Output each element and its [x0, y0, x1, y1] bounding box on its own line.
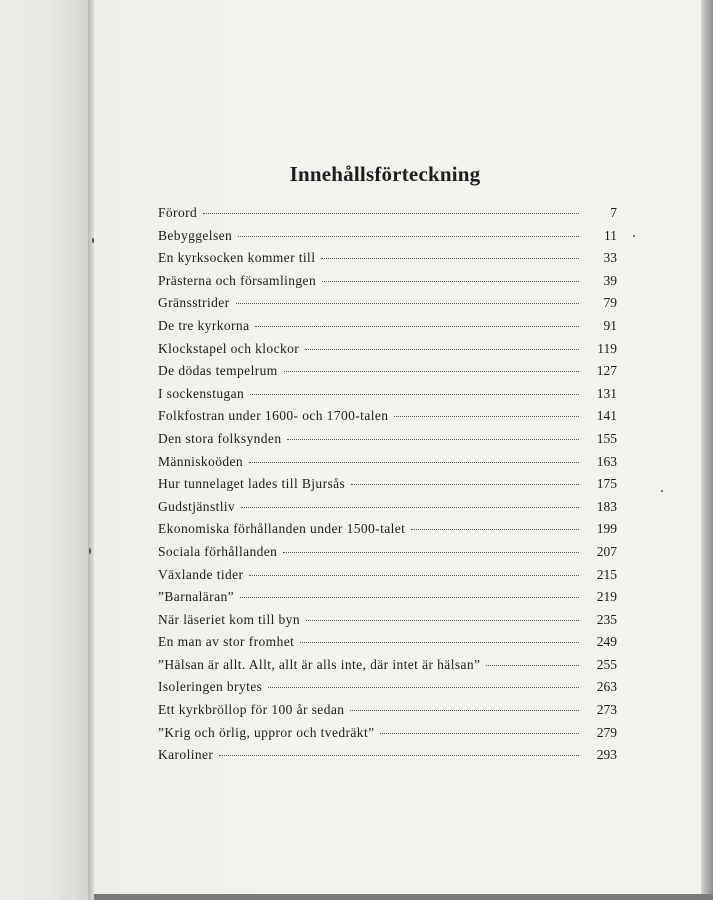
facing-page [0, 0, 92, 900]
toc-entry-title: ”Krig och örlig, uppror och tvedräkt” [158, 724, 375, 740]
toc-entry [158, 679, 617, 702]
toc-entry-title: När läseriet kom till byn [158, 611, 300, 627]
speck [661, 490, 663, 492]
dot-leader [411, 529, 579, 530]
toc-entry-page: 215 [596, 566, 617, 582]
toc-entry [158, 318, 617, 341]
dot-leader [255, 326, 579, 327]
toc-entry-page: 155 [596, 430, 617, 446]
toc-entry-title: Hur tunnelaget lades till Bjursås [158, 476, 346, 492]
toc-entry [158, 521, 617, 544]
toc-entry [158, 454, 617, 477]
toc-entry-title: Gudstjänstliv [158, 498, 236, 514]
toc-entry [158, 657, 617, 680]
toc-entry [158, 250, 617, 273]
toc-entry [158, 725, 617, 748]
toc-entry-page: 7 [610, 205, 617, 220]
toc-entry-title: Bebyggelsen [158, 227, 233, 243]
toc-entry-title: Klockstapel och klockor [158, 340, 300, 356]
dot-leader [305, 349, 579, 350]
toc-entry-title: Karoliner [158, 747, 214, 763]
toc-entry-title: ”Barnaläran” [158, 589, 234, 605]
toc-entry-page: 293 [596, 747, 617, 763]
toc-entry [158, 205, 617, 228]
toc-entry-page: 127 [596, 363, 617, 379]
toc-entry [158, 273, 617, 296]
toc-entry-title: Förord [158, 205, 198, 220]
toc-entry [158, 228, 617, 251]
dot-leader [249, 575, 579, 576]
toc-entry [158, 431, 617, 454]
dot-leader [287, 439, 579, 440]
toc-entry [158, 341, 617, 364]
toc-entry-page: 39 [603, 272, 617, 288]
dot-leader [250, 394, 579, 395]
toc-entry-page: 119 [597, 340, 617, 356]
dot-leader [238, 236, 579, 237]
dot-leader [321, 258, 579, 259]
toc-entry-page: 33 [603, 250, 617, 266]
toc-entry-title: Människoöden [158, 453, 244, 469]
toc-entry-page: 255 [596, 656, 617, 672]
dot-leader [284, 371, 579, 372]
toc-entry-title: Den stora folksynden [158, 430, 282, 446]
dot-leader [486, 665, 579, 666]
toc-entry-page: 199 [596, 521, 617, 537]
speck [92, 238, 94, 243]
toc-entry [158, 544, 617, 567]
dot-leader [219, 755, 579, 756]
toc-entry-title: Gränsstrider [158, 295, 230, 311]
toc-entry-title: De tre kyrkorna [158, 317, 250, 333]
dot-leader [268, 687, 579, 688]
toc-entry-page: 79 [603, 295, 617, 311]
dot-leader [203, 213, 579, 214]
dot-leader [322, 281, 579, 282]
toc-entry-title: De dödas tempelrum [158, 363, 278, 379]
toc-entry [158, 567, 617, 590]
toc-entry-page: 163 [596, 453, 617, 469]
toc-entry [158, 363, 617, 386]
speck [633, 235, 635, 237]
toc-entry-title: En kyrksocken kommer till [158, 250, 316, 266]
speck [89, 548, 91, 554]
toc-entry-title: Sociala förhållanden [158, 543, 278, 559]
dot-leader [283, 552, 579, 553]
toc-entry-title: Folkfostran under 1600- och 1700-talen [158, 408, 389, 424]
toc-entry-page: 279 [596, 724, 617, 740]
toc-entry [158, 408, 617, 431]
table-of-contents [158, 205, 617, 770]
dot-leader [240, 597, 579, 598]
dot-leader [249, 462, 579, 463]
toc-entry-title: Prästerna och församlingen [158, 272, 317, 288]
dot-leader [300, 642, 579, 643]
toc-entry-page: 141 [596, 408, 617, 424]
toc-entry [158, 702, 617, 725]
dot-leader [241, 507, 579, 508]
toc-entry-page: 175 [596, 476, 617, 492]
toc-entry-page: 273 [596, 702, 617, 718]
toc-entry-page: 11 [604, 227, 617, 243]
page-title: Innehållsförteckning [289, 162, 481, 187]
toc-entry [158, 295, 617, 318]
toc-entry-title: En man av stor fromhet [158, 634, 295, 650]
dot-leader [351, 484, 579, 485]
toc-entry [158, 634, 617, 657]
toc-entry-page: 249 [596, 634, 617, 650]
toc-entry-page: 235 [596, 611, 617, 627]
toc-entry [158, 386, 617, 409]
dot-leader [350, 710, 579, 711]
dot-leader [394, 416, 579, 417]
toc-entry-title: ”Hälsan är allt. Allt, allt är alls inte, där intet är hälsan” [158, 656, 481, 672]
toc-entry-page: 263 [596, 679, 617, 695]
toc-entry [158, 612, 617, 635]
toc-entry-title: Ett kyrkbröllop för 100 år sedan [158, 702, 345, 718]
page-bottom-edge [94, 894, 713, 900]
dot-leader [380, 733, 579, 734]
toc-entry [158, 747, 617, 770]
toc-entry-page: 207 [596, 543, 617, 559]
toc-entry-page: 219 [596, 589, 617, 605]
toc-entry-page: 91 [603, 317, 617, 333]
toc-entry-title: I sockenstugan [158, 385, 245, 401]
page-edge [701, 0, 713, 900]
toc-entry-title: Ekonomiska förhållanden under 1500-talet [158, 521, 406, 537]
toc-entry-title: Isoleringen brytes [158, 679, 263, 695]
dot-leader [236, 303, 579, 304]
toc-entry [158, 499, 617, 522]
toc-entry-page: 131 [596, 385, 617, 401]
toc-entry [158, 589, 617, 612]
dot-leader [306, 620, 579, 621]
toc-entry-title: Växlande tider [158, 566, 244, 582]
toc-entry [158, 476, 617, 499]
toc-entry-page: 183 [596, 498, 617, 514]
